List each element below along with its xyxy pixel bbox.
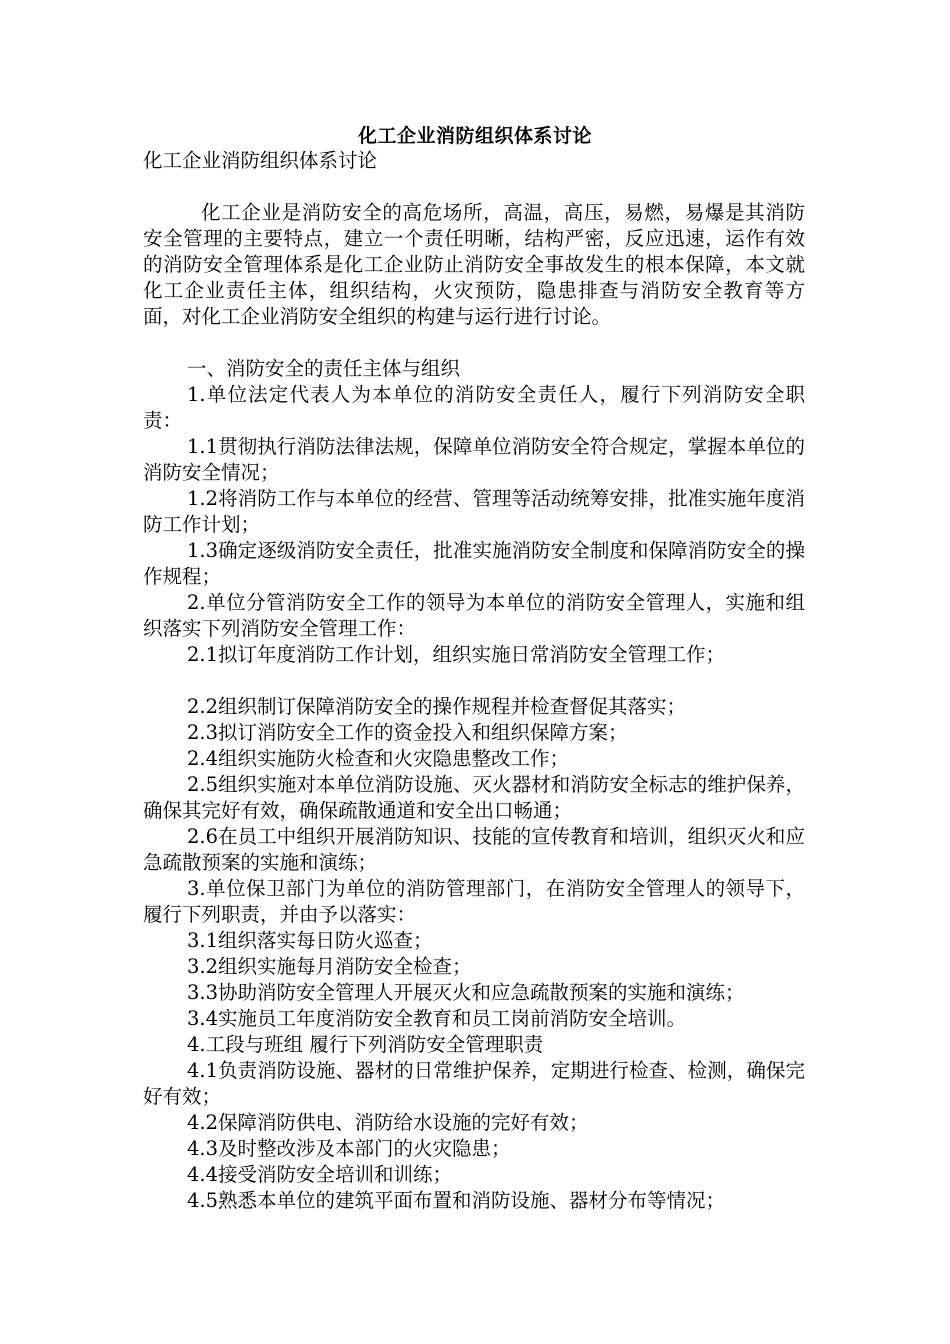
paragraph-item: 3.4实施员工年度消防安全教育和员工岗前消防安全培训。 xyxy=(187,1007,687,1030)
paragraph-item: 1.1贯彻执行消防法律法规，保障单位消防安全符合规定，掌握本单位的消防安全情况； xyxy=(143,435,805,484)
paragraph-item: 1.2将消防工作与本单位的经营、管理等活动统筹安排，批准实施年度消防工作计划； xyxy=(143,487,805,536)
blank-line xyxy=(143,174,805,200)
paragraph-item: 2.6在员工中组织开展消防知识、技能的宣传教育和培训，组织灭火和应急疏散预案的实施和演练； xyxy=(143,825,805,874)
paragraph-item: 2.3拟订消防安全工作的资金投入和组织保障方案； xyxy=(187,721,628,744)
paragraph-item: 4.3及时整改涉及本部门的火灾隐患； xyxy=(187,1137,511,1160)
blank-line xyxy=(143,668,805,694)
paragraph-item: 4.4接受消防安全培训和训练； xyxy=(187,1163,453,1186)
paragraph-item: 2.单位分管消防安全工作的领导为本单位的消防安全管理人，实施和组织落实下列消防安全管理工作： xyxy=(143,591,805,640)
paragraph-item: 3.3协助消防安全管理人开展灭火和应急疏散预案的实施和演练； xyxy=(187,981,745,1004)
document-subtitle: 化工企业消防组织体系讨论 xyxy=(143,149,378,172)
paragraph-item: 4.2保障消防供电、消防给水设施的完好有效； xyxy=(187,1111,589,1134)
paragraph-item: 1.3确定逐级消防安全责任，批准实施消防安全制度和保障消防安全的操作规程； xyxy=(143,539,805,588)
document-body xyxy=(143,148,805,1214)
paragraph-item: 4.1负责消防设施、器材的日常维护保养，定期进行检查、检测，确保完好有效； xyxy=(143,1059,805,1108)
paragraph-item: 2.4组织实施防火检查和火灾隐患整改工作； xyxy=(187,747,570,770)
paragraph-item: 2.1拟订年度消防工作计划，组织实施日常消防安全管理工作； xyxy=(187,643,726,666)
paragraph-item: 3.1组织落实每日防火巡查； xyxy=(187,929,433,952)
paragraph-item: 3.2组织实施每月消防安全检查； xyxy=(187,955,472,978)
section-heading: 一、消防安全的责任主体与组织 xyxy=(187,357,461,380)
intro-paragraph: 化工企业是消防安全的高危场所，高温，高压，易燃，易爆是其消防安全管理的主要特点，建立一个责任明晰，结构严密，反应迅速，运作有效的消防安全管理体系是化工企业防止消防安全事故发生的根本保障，本文就化工企业责任主体，组织结构，火灾预防，隐患排查与消防安全教育等方面，对化工企业消防安全组织的构建与运行进行讨论。 xyxy=(143,201,805,328)
blank-line xyxy=(143,330,805,356)
paragraph-item: 4.5熟悉本单位的建筑平面布置和消防设施、器材分布等情况； xyxy=(187,1189,726,1212)
paragraph-item: 4.工段与班组 履行下列消防安全管理职责 xyxy=(187,1033,544,1056)
paragraph-item: 2.5组织实施对本单位消防设施、灭火器材和消防安全标志的维护保养，确保其完好有效，确保疏散通道和安全出口畅通； xyxy=(143,773,805,822)
paragraph-item: 3.单位保卫部门为单位的消防管理部门，在消防安全管理人的领导下，履行下列职责，并由予以落实： xyxy=(143,877,805,926)
paragraph-item: 1.单位法定代表人为本单位的消防安全责任人，履行下列消防安全职责： xyxy=(143,383,805,432)
document-title: 化工企业消防组织体系讨论 xyxy=(357,125,592,147)
paragraph-item: 2.2组织制订保障消防安全的操作规程并检查督促其落实； xyxy=(187,695,687,718)
